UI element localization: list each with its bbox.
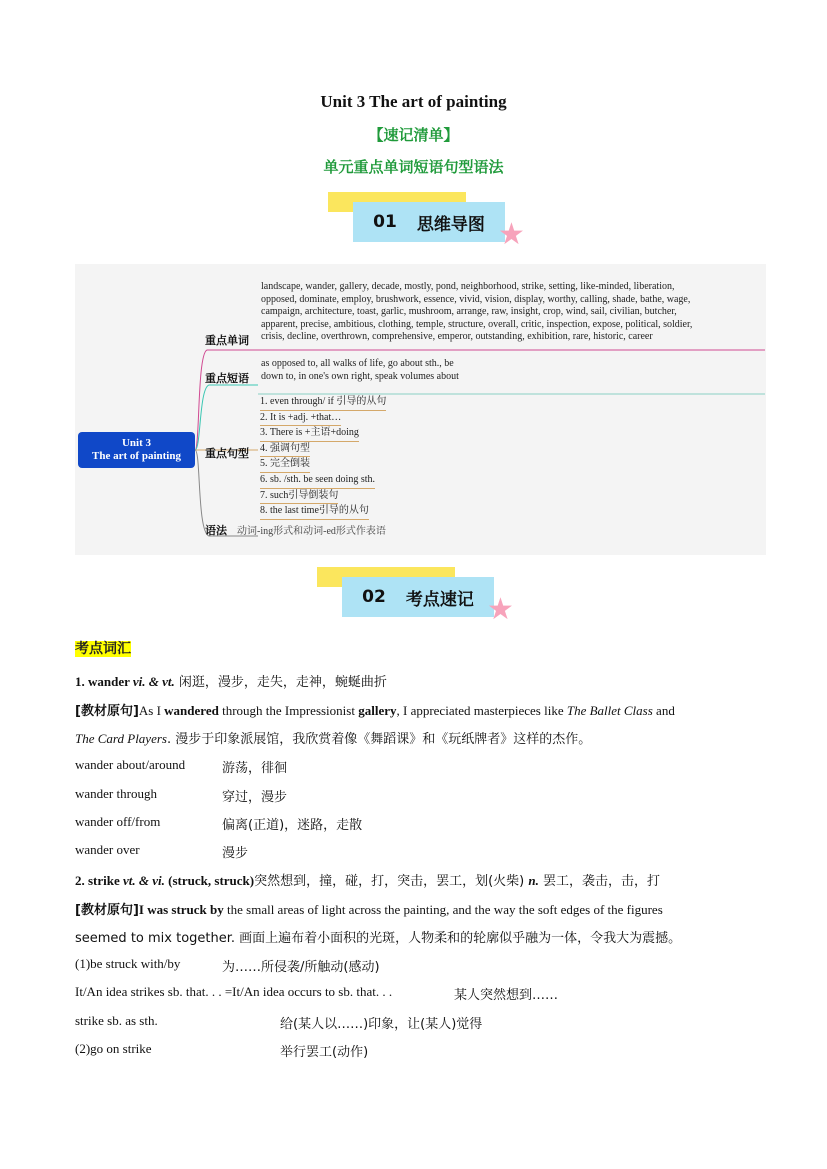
phrase-en: wander about/around — [75, 757, 186, 772]
star-icon: ★ — [498, 218, 525, 251]
entry-word: 1. wander — [75, 674, 133, 689]
phrase-en: wander off/from — [75, 814, 161, 829]
vocab-heading-label: 考点词汇 — [75, 641, 131, 657]
example-title: The Card Players — [75, 731, 167, 746]
subtitle-quick-notes: 【速记清单】 — [368, 126, 459, 144]
subtitle-unit-summary: 单元重点单词短语句型语法 — [323, 158, 504, 176]
entry-pos: vi. & vt. — [132, 674, 175, 689]
phrase-en: wander over — [75, 842, 140, 857]
grammar-text: 动词-ing形式和动词-ed形式作表语 — [237, 526, 386, 537]
entry-wander-example-line1 — [75, 700, 675, 719]
example-text: . 漫步于印象派展馆，我欣赏着像《舞蹈课》和《玩纸牌者》这样的杰作。 — [166, 732, 592, 747]
section-label: 思维导图 — [416, 214, 485, 235]
section-number: 02 — [362, 587, 386, 607]
star-icon: ★ — [487, 593, 514, 626]
sentence-item: 6. sb. /sth. be seen doing sth. — [260, 473, 375, 489]
example-text: the small areas of light across the painting, and the way the soft edges of the figures — [223, 902, 663, 917]
entry-pos: n. — [528, 873, 539, 888]
phrase-line: as opposed to, all walks of life, go about sth., be — [261, 358, 454, 369]
phrase-line: down to, in one's own right, speak volumes about — [261, 370, 459, 382]
section-number: 01 — [373, 212, 397, 232]
phrase-en: wander through — [75, 786, 157, 801]
phrase-list — [261, 358, 459, 383]
textbook-tag: [教材原句] — [75, 903, 139, 918]
section-banner-keypoints — [317, 567, 517, 627]
sentence-item: 2. It is +adj. +that… — [260, 411, 341, 427]
entry-wander-heading — [75, 671, 387, 690]
entry-meaning: 罢工，袭击，击，打 — [538, 874, 661, 889]
banner-box — [353, 202, 505, 242]
phrase-cn: 漫步 — [222, 846, 249, 861]
example-bold: I was struck by — [138, 902, 224, 917]
vocab-list — [261, 281, 692, 344]
phrase-en: strike sb. as sth. — [75, 1013, 158, 1028]
section-banner-mindmap — [328, 192, 528, 252]
entry-strike-example-line2 — [75, 927, 681, 946]
center-title: Unit 3 — [121, 437, 152, 449]
branch-vocab: 重点单词 — [205, 334, 249, 347]
example-text: and — [652, 703, 675, 718]
entry-strike-example-line1 — [75, 899, 663, 918]
phrase-cn: 游荡，徘徊 — [222, 761, 288, 776]
vocab-heading — [75, 638, 131, 658]
mind-map — [75, 264, 766, 555]
vocab-line: landscape, wander, gallery, decade, mostly, pond, neighborhood, strike, setting, like-minded, liberation, — [261, 281, 675, 292]
example-text: As I — [138, 703, 165, 718]
document-title: Unit 3 The art of painting — [320, 92, 507, 111]
phrase-en: It/An idea strikes sb. that. . . =It/An idea occurs to sb. that. . . — [75, 984, 393, 999]
vocab-line: campaign, architecture, toast, garlic, mushroom, arrange, raw, insight, crop, wind, sail, civilian, butcher, — [261, 306, 677, 318]
branch-sentences: 重点句型 — [205, 447, 249, 460]
example-text: , I appreciated masterpieces like — [396, 703, 567, 718]
phrase-en: (1)be struck with/by — [75, 956, 181, 971]
entry-pos: vt. & vi. — [123, 873, 165, 888]
vocab-line: apparent, precise, ambitious, clothing, temple, structure, overall, critic, inspection, expose, political, soldier, — [261, 318, 693, 330]
vocab-line: opposed, dominate, employ, brushwork, essence, vivid, vision, display, worthy, calling, shade, bathe, wage, — [261, 293, 691, 305]
example-bold: wandered — [164, 703, 219, 718]
phrase-en: (2)go on strike — [75, 1041, 152, 1056]
entry-meaning: 突然想到，撞，碰，打，突击，罢工，划(火柴) — [254, 874, 529, 889]
sentence-item: 7. such引导倒装句 — [260, 489, 338, 505]
mind-map-center-node — [78, 432, 195, 468]
example-text: through the Impressionist — [218, 703, 359, 718]
sentence-item: 1. even through/ if 引导的从句 — [260, 395, 386, 411]
example-bold: gallery — [358, 703, 397, 718]
sentence-item: 5. 完全倒装 — [260, 457, 310, 473]
entry-forms: (struck, struck) — [164, 873, 255, 888]
example-text: seemed to mix together. 画面上遍布着小面积的光斑，人物柔和的轮廓似乎融为一体，令我大为震撼。 — [75, 931, 682, 946]
phrase-cn: 某人突然想到…… — [454, 988, 559, 1003]
phrase-cn: 为……所侵袭/所触动(感动) — [222, 960, 380, 975]
entry-word: 2. strike — [75, 873, 124, 888]
entry-wander-example-line2 — [75, 728, 591, 747]
sentence-item: 4. 强调句型 — [260, 442, 310, 458]
phrase-cn: 穿过，漫步 — [222, 790, 288, 805]
branch-grammar: 语法 — [205, 524, 227, 537]
section-label: 考点速记 — [405, 589, 474, 610]
phrase-cn: 举行罢工(动作) — [280, 1045, 369, 1060]
example-title: The Ballet Class — [566, 703, 653, 718]
phrase-cn: 偏离(正道)，迷路，走散 — [222, 818, 363, 833]
banner-box — [342, 577, 494, 617]
sentence-item: 8. the last time引导的从句 — [260, 504, 369, 520]
phrase-cn: 给(某人以……)印象，让(某人)觉得 — [280, 1017, 483, 1032]
branch-phrases: 重点短语 — [205, 372, 249, 385]
sentence-list — [260, 395, 386, 520]
textbook-tag: [教材原句] — [75, 704, 139, 719]
sentence-item: 3. There is +主语+doing — [260, 426, 359, 442]
vocab-line: crisis, decline, overthrown, comprehensive, emperor, outstanding, exhibition, rare, historic, career — [261, 331, 653, 343]
center-subtitle: The art of painting — [92, 450, 181, 462]
entry-meaning: 闲逛，漫步，走失，走神，蜿蜒曲折 — [174, 675, 387, 690]
entry-strike-heading — [75, 870, 660, 889]
